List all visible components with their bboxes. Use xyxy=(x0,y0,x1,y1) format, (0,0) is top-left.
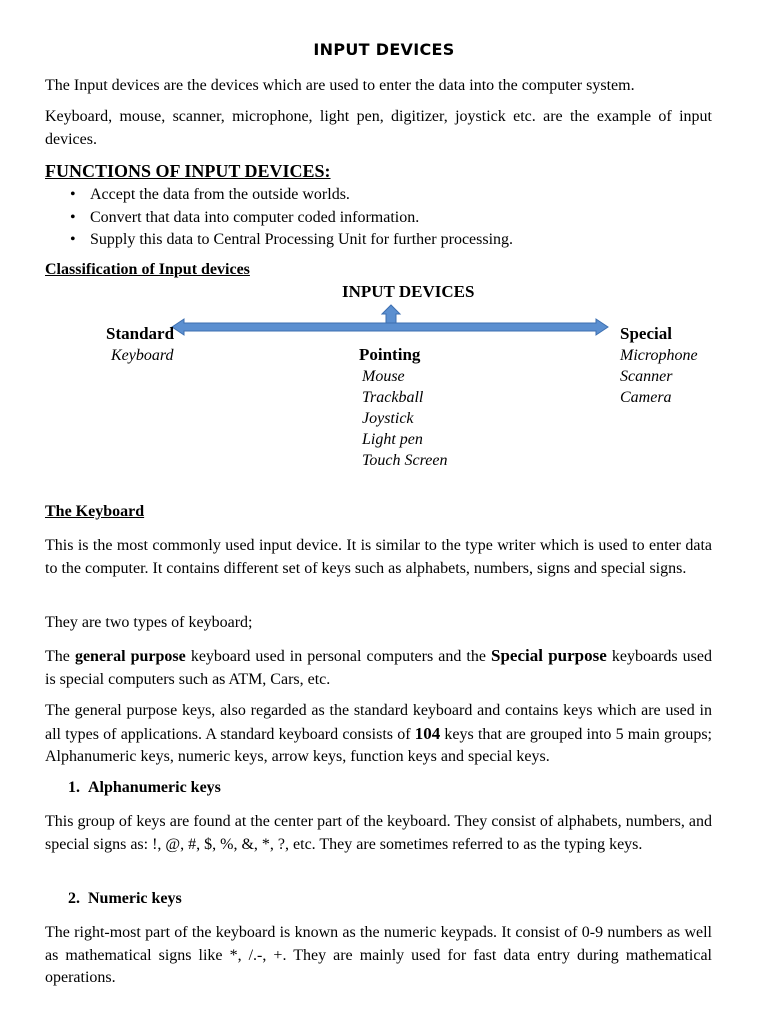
keyboard-paragraph-1: This is the most commonly used input device. It is similar to the type writer which is used to enter data to the computer. It contains different set of keys such as alphabets, numbers, signs and special signs. xyxy=(45,537,712,577)
list-item: • Supply this data to Central Processing Unit for further processing. xyxy=(45,229,513,252)
special-purpose-bold: Special purpose xyxy=(490,646,607,665)
section-heading-alphanumeric: 1. Alphanumeric keys xyxy=(68,779,221,796)
double-arrow-diagram xyxy=(170,302,610,342)
list-item: Light pen xyxy=(362,431,423,448)
list-item: • Accept the data from the outside worlds. xyxy=(45,184,513,207)
section-text-alphanumeric: This group of keys are found at the center part of the keyboard. They consist of alphabets, numbers, and special signs as: !, @, #, $, %, &, *, ?, etc. They are sometimes referred to as the typing keys. xyxy=(45,813,712,853)
up-arrow-shape xyxy=(382,305,400,323)
general-purpose-bold: general purpose xyxy=(74,648,186,665)
page-title: INPUT DEVICES xyxy=(313,40,455,59)
category-pointing-items xyxy=(362,366,447,471)
list-item: Joystick xyxy=(362,410,414,427)
text-run: keyboards used is special computers such as ATM, Cars, etc. xyxy=(45,648,712,688)
list-item: Keyboard xyxy=(111,347,174,364)
text-run: The general purpose keys, also regarded as the standard keyboard and contains keys which are used in all types of applications. A standard keyboard consists of xyxy=(45,702,712,743)
list-item: • Convert that data into computer coded information. xyxy=(45,207,513,230)
examples-paragraph: Keyboard, mouse, scanner, microphone, light pen, digitizer, joystick etc. are the example of input devices. xyxy=(45,108,712,148)
list-item: Trackball xyxy=(362,389,424,406)
keyboard-paragraph-2: They are two types of keyboard; xyxy=(45,614,253,631)
category-special-items xyxy=(620,345,698,408)
key-count-bold: 104 xyxy=(414,723,441,743)
section-heading-numeric: 2. Numeric keys xyxy=(68,890,182,907)
section-text-numeric: The right-most part of the keyboard is known as the numeric keypads. It consist of 0-9 numbers as well as mathematical signs like *, /.-, +. They are mainly used for fast data entry during mathematical operations. xyxy=(45,924,712,986)
text-run: keys that are grouped into 5 main groups; Alphanumeric keys, numeric keys, arrow keys, function keys and special keys. xyxy=(45,725,712,765)
category-pointing-label: Pointing xyxy=(359,345,421,364)
text-run: keyboard used in personal computers and the xyxy=(185,648,491,665)
category-standard-label: Standard xyxy=(106,324,175,343)
classification-heading: Classification of Input devices xyxy=(45,261,250,278)
keyboard-paragraph-4 xyxy=(45,700,712,769)
diagram-title: INPUT DEVICES xyxy=(342,282,475,301)
intro-paragraph: The Input devices are the devices which are used to enter the data into the computer system. xyxy=(45,77,635,94)
keyboard-paragraph-3 xyxy=(45,645,712,691)
list-item: Scanner xyxy=(620,368,673,385)
keyboard-heading: The Keyboard xyxy=(45,503,145,520)
list-item: Touch Screen xyxy=(362,452,448,469)
text-run: The xyxy=(45,648,75,665)
list-item: Camera xyxy=(620,389,672,406)
category-special-label: Special xyxy=(620,324,672,343)
functions-list xyxy=(45,184,513,252)
category-standard-items xyxy=(111,345,174,366)
list-item: Mouse xyxy=(362,368,405,385)
list-item: Microphone xyxy=(620,347,698,364)
functions-heading: FUNCTIONS OF INPUT DEVICES: xyxy=(45,161,331,181)
